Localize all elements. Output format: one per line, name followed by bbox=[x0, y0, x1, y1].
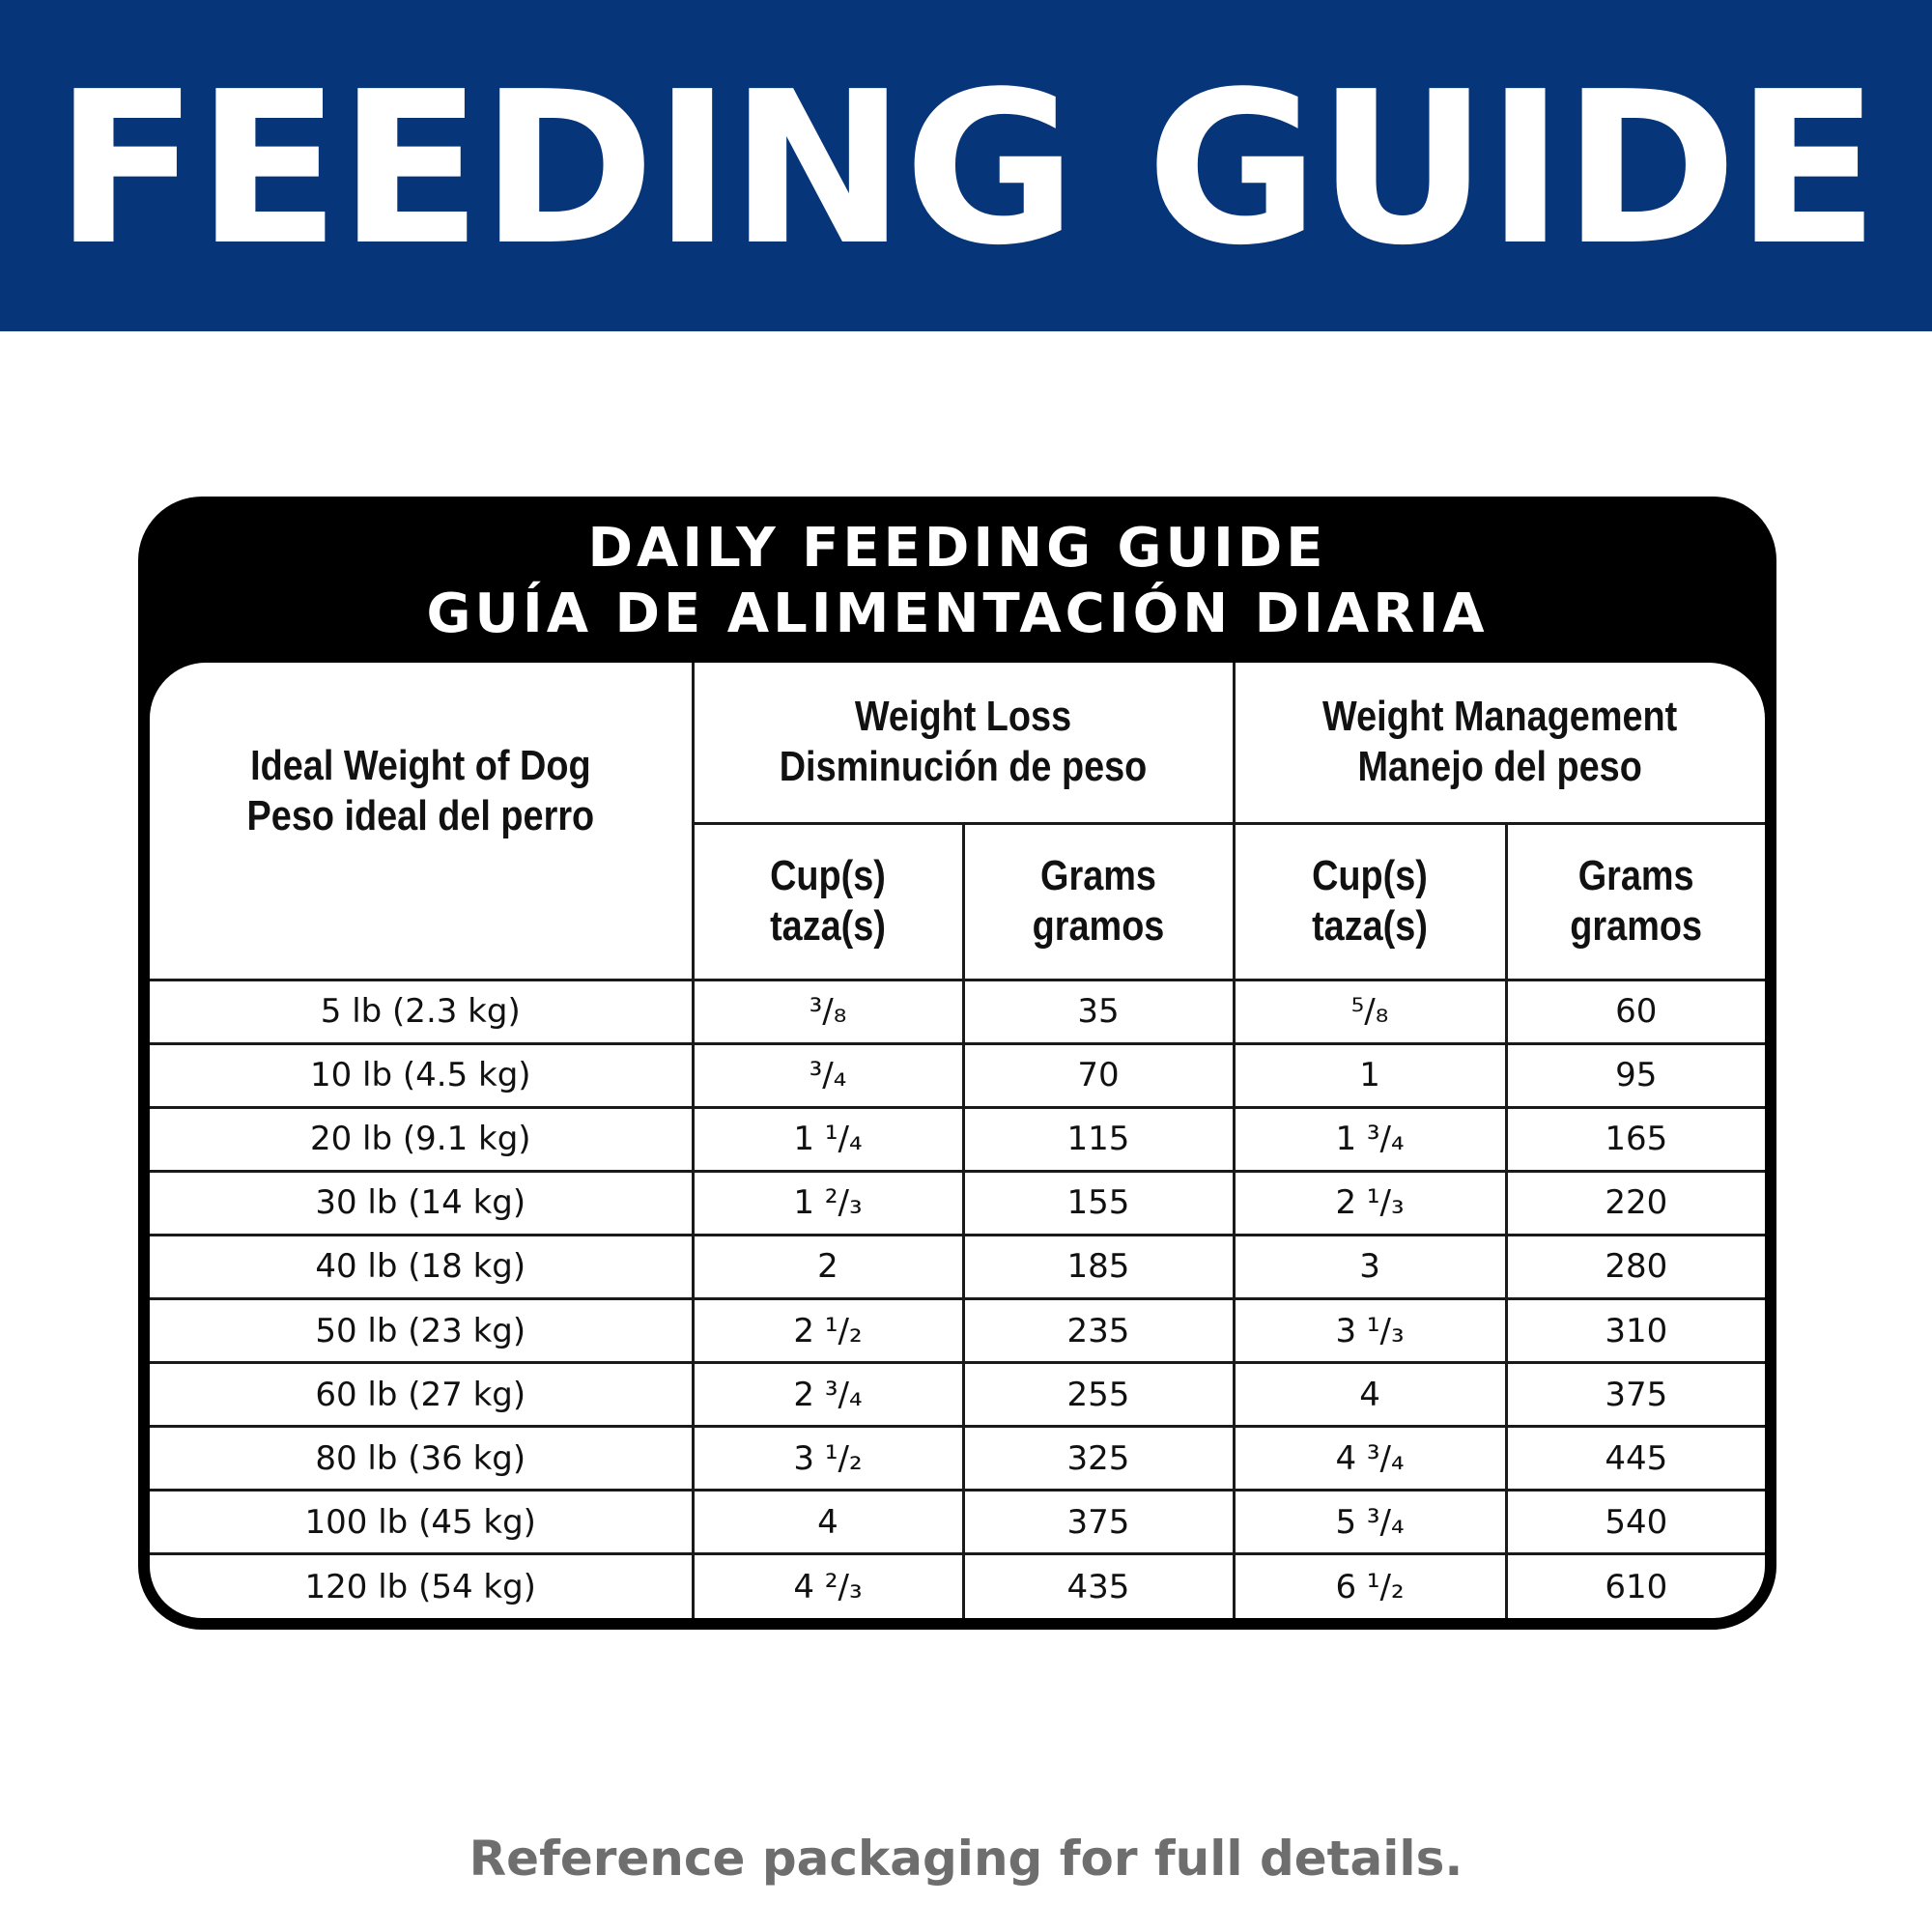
cell-loss-cups: 1 ²/₃ bbox=[693, 1171, 963, 1235]
header-weight-management-es: Manejo del peso bbox=[1357, 743, 1642, 791]
cell-mgmt-grams: 375 bbox=[1506, 1363, 1765, 1427]
card-title-english: DAILY FEEDING GUIDE bbox=[587, 517, 1327, 580]
feeding-table bbox=[150, 663, 1765, 1618]
header-loss-grams bbox=[982, 823, 1215, 980]
cell-loss-grams: 155 bbox=[963, 1171, 1234, 1235]
cell-ideal-weight: 60 lb (27 kg) bbox=[150, 1363, 693, 1427]
cell-mgmt-grams: 445 bbox=[1506, 1427, 1765, 1491]
table-row bbox=[150, 1554, 1765, 1618]
table-row bbox=[150, 1491, 1765, 1554]
cell-mgmt-cups: 1 ³/₄ bbox=[1234, 1107, 1506, 1171]
table-row bbox=[150, 980, 1765, 1043]
cell-ideal-weight: 40 lb (18 kg) bbox=[150, 1235, 693, 1298]
cell-mgmt-grams: 165 bbox=[1506, 1107, 1765, 1171]
cell-mgmt-grams: 60 bbox=[1506, 980, 1765, 1043]
cell-mgmt-cups: 3 bbox=[1234, 1235, 1506, 1298]
feeding-table-panel bbox=[150, 663, 1765, 1618]
page-title: FEEDING GUIDE bbox=[54, 46, 1878, 292]
cell-loss-cups: 3 ¹/₂ bbox=[693, 1427, 963, 1491]
cell-ideal-weight: 30 lb (14 kg) bbox=[150, 1171, 693, 1235]
cell-mgmt-grams: 220 bbox=[1506, 1171, 1765, 1235]
cell-loss-cups: 1 ¹/₄ bbox=[693, 1107, 963, 1171]
header-loss-cups-en: Cup(s) bbox=[770, 852, 886, 899]
header-mgmt-cups-en: Cup(s) bbox=[1312, 852, 1428, 899]
cell-loss-grams: 235 bbox=[963, 1298, 1234, 1362]
header-loss-cups bbox=[712, 823, 945, 980]
cell-mgmt-cups: 4 bbox=[1234, 1363, 1506, 1427]
header-ideal-weight-es: Peso ideal del perro bbox=[246, 792, 595, 840]
cell-loss-grams: 325 bbox=[963, 1427, 1234, 1491]
cell-loss-grams: 435 bbox=[963, 1554, 1234, 1618]
cell-loss-grams: 70 bbox=[963, 1043, 1234, 1107]
table-row bbox=[150, 1298, 1765, 1362]
cell-mgmt-cups: 5 ³/₄ bbox=[1234, 1491, 1506, 1554]
table-row bbox=[150, 1171, 1765, 1235]
feeding-guide-card bbox=[138, 497, 1776, 1630]
footer-note: Reference packaging for full details. bbox=[469, 1831, 1463, 1887]
header-loss-grams-en: Grams bbox=[1040, 852, 1156, 899]
cell-ideal-weight: 50 lb (23 kg) bbox=[150, 1298, 693, 1362]
cell-loss-grams: 35 bbox=[963, 980, 1234, 1043]
cell-loss-grams: 375 bbox=[963, 1491, 1234, 1554]
cell-mgmt-grams: 310 bbox=[1506, 1298, 1765, 1362]
cell-mgmt-cups: 6 ¹/₂ bbox=[1234, 1554, 1506, 1618]
cell-mgmt-cups: 3 ¹/₃ bbox=[1234, 1298, 1506, 1362]
table-row bbox=[150, 1235, 1765, 1298]
header-weight-loss-es: Disminución de peso bbox=[779, 743, 1148, 791]
header-loss-cups-es: taza(s) bbox=[770, 902, 886, 950]
header-mgmt-grams-en: Grams bbox=[1577, 852, 1694, 899]
table-row bbox=[150, 1107, 1765, 1171]
cell-mgmt-grams: 540 bbox=[1506, 1491, 1765, 1554]
header-mgmt-cups-es: taza(s) bbox=[1312, 902, 1428, 950]
cell-mgmt-grams: 280 bbox=[1506, 1235, 1765, 1298]
cell-loss-cups: 2 ³/₄ bbox=[693, 1363, 963, 1427]
cell-loss-grams: 255 bbox=[963, 1363, 1234, 1427]
cell-loss-cups: ³/₈ bbox=[693, 980, 963, 1043]
cell-ideal-weight: 20 lb (9.1 kg) bbox=[150, 1107, 693, 1171]
header-ideal-weight bbox=[187, 663, 654, 980]
table-row bbox=[150, 1427, 1765, 1491]
header-ideal-weight-en: Ideal Weight of Dog bbox=[250, 742, 591, 790]
header-mgmt-cups bbox=[1253, 823, 1488, 980]
cell-loss-cups: 2 ¹/₂ bbox=[693, 1298, 963, 1362]
table-row bbox=[150, 1043, 1765, 1107]
header-banner bbox=[0, 0, 1932, 331]
cell-ideal-weight: 120 lb (54 kg) bbox=[150, 1554, 693, 1618]
cell-mgmt-grams: 95 bbox=[1506, 1043, 1765, 1107]
header-mgmt-grams bbox=[1524, 823, 1747, 980]
cell-loss-grams: 185 bbox=[963, 1235, 1234, 1298]
cell-mgmt-cups: 2 ¹/₃ bbox=[1234, 1171, 1506, 1235]
cell-mgmt-cups: 1 bbox=[1234, 1043, 1506, 1107]
header-weight-loss bbox=[730, 663, 1196, 823]
cell-loss-cups: 2 bbox=[693, 1235, 963, 1298]
cell-loss-cups: ³/₄ bbox=[693, 1043, 963, 1107]
cell-loss-grams: 115 bbox=[963, 1107, 1234, 1171]
header-mgmt-grams-es: gramos bbox=[1570, 902, 1703, 950]
cell-loss-cups: 4 bbox=[693, 1491, 963, 1554]
cell-mgmt-grams: 610 bbox=[1506, 1554, 1765, 1618]
cell-ideal-weight: 5 lb (2.3 kg) bbox=[150, 980, 693, 1043]
header-weight-loss-en: Weight Loss bbox=[854, 693, 1072, 741]
card-title-spanish: GUÍA DE ALIMENTACIÓN DIARIA bbox=[426, 582, 1489, 645]
header-loss-grams-es: gramos bbox=[1032, 902, 1165, 950]
table-row bbox=[150, 1363, 1765, 1427]
card-title bbox=[138, 516, 1776, 647]
cell-ideal-weight: 10 lb (4.5 kg) bbox=[150, 1043, 693, 1107]
cell-ideal-weight: 100 lb (45 kg) bbox=[150, 1491, 693, 1554]
cell-ideal-weight: 80 lb (36 kg) bbox=[150, 1427, 693, 1491]
cell-mgmt-cups: 4 ³/₄ bbox=[1234, 1427, 1506, 1491]
header-weight-management bbox=[1271, 663, 1728, 823]
cell-mgmt-cups: ⁵/₈ bbox=[1234, 980, 1506, 1043]
header-weight-management-en: Weight Management bbox=[1322, 693, 1678, 741]
cell-loss-cups: 4 ²/₃ bbox=[693, 1554, 963, 1618]
